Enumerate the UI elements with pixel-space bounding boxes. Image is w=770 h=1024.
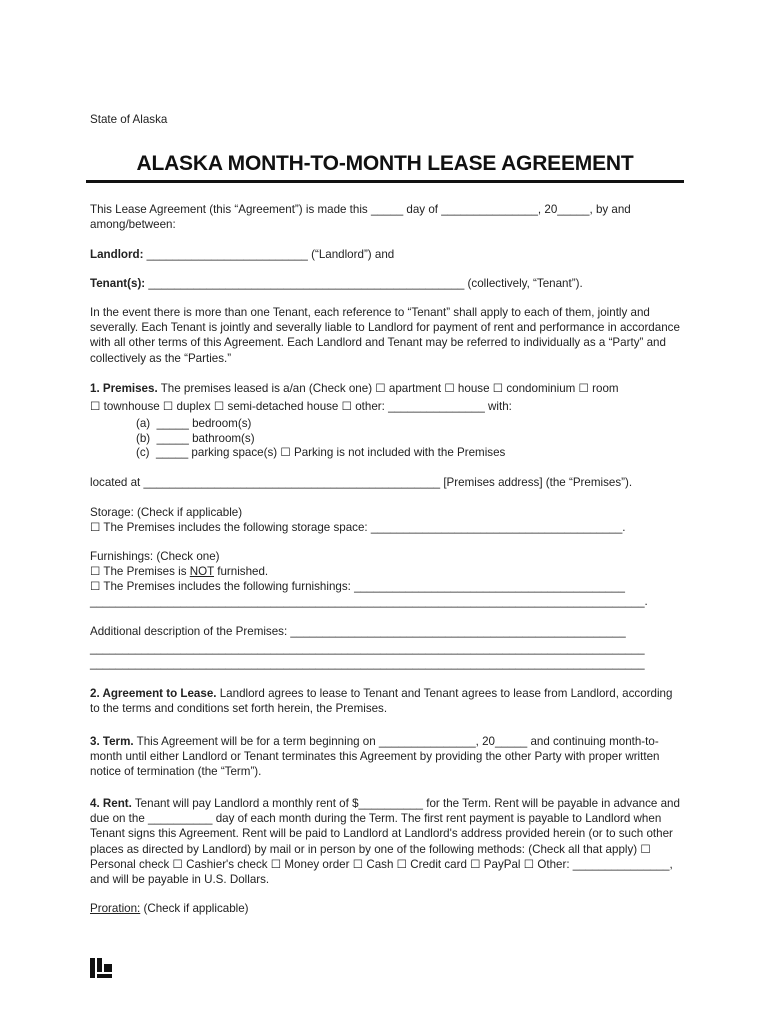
additional-description-line: Additional description of the Premises: ____________________________________________________ [90,625,626,638]
premises-address-line: located at ______________________________________________ [Premises address] (the “Premises”). [90,476,633,489]
not-furnished-line [90,564,268,579]
term-paragraph [90,734,680,780]
additional-blank-line-2: ______________________________________________________________________________________ [90,657,645,670]
furnishings-blank-line: ______________________________________________________________________________________. [90,595,648,608]
rent-text: Tenant will pay Landlord a monthly rent of $__________ for the Term. Rent will be payable in advance and due on the __________ day of each month during the Term. The first rent payment is payable to Landlord when Tenant signs this Agreement. Rent will be paid to Landlord at Landlord's address provided herein (or to such other places as directed by Landlord) by mail or in person by one of the following methods: (Check all that apply) ☐ Personal check ☐ Cashier's check ☐ Money order ☐ Cash ☐ Credit card ☐ PayPal ☐ Other: _______________, and will be payable in U.S. Dollars. [90,797,684,887]
proration-text: (Check if applicable) [140,902,249,915]
furnishings-line: ☐ The Premises includes the following furnishings: __________________________________________ [90,580,625,593]
furnishings-heading: Furnishings: (Check one) [90,550,220,563]
landlord-label: Landlord: [90,248,144,261]
premises-line-1 [90,381,619,396]
proration-line [90,901,249,916]
tenant-label: Tenant(s): [90,277,146,290]
additional-blank-line-1: ______________________________________________________________________________________ [90,642,645,655]
premises-item-bedrooms: (a) _____ bedroom(s) [136,417,252,430]
tenant-line [90,276,583,291]
premises-heading: 1. Premises. [90,382,158,395]
premises-line-2: ☐ townhouse ☐ duplex ☐ semi-detached house ☐ other: _______________ with: [90,400,512,413]
intro-paragraph: This Lease Agreement (this “Agreement”) is made this _____ day of _______________, 20_____, by and among/between: [90,203,634,232]
term-text: This Agreement will be for a term beginning on _______________, 20_____ and continuing month-to-month until either Landlord or Tenant terminates this Agreement by providing the other Party with proper written notice of termination (the “Term”). [90,735,663,779]
storage-line: ☐ The Premises includes the following storage space: _______________________________________. [90,521,626,534]
premises-item-parking: (c) _____ parking space(s) ☐ Parking is not included with the Premises [136,446,506,459]
not-furnished-emphasis: NOT [189,565,215,578]
not-furnished-pre: ☐ The Premises is [90,565,190,578]
term-heading: 3. Term. [90,735,134,748]
document-logo-icon [90,958,112,978]
tenant-text: _________________________________________________ (collectively, “Tenant”). [145,277,583,290]
agreement-to-lease-paragraph [90,686,680,716]
landlord-line [90,247,394,262]
agreement-heading: 2. Agreement to Lease. [90,687,217,700]
landlord-text: _________________________ (“Landlord”) and [143,248,395,261]
agreement-text: Landlord agrees to lease to Tenant and Tenant agrees to lease from Landlord, according to the terms and conditions set forth herein, the Premises. [90,687,676,716]
rent-heading: 4. Rent. [90,797,132,810]
not-furnished-post: furnished. [214,565,269,578]
proration-label: Proration: [90,902,141,915]
premises-item-bathrooms: (b) _____ bathroom(s) [136,432,255,445]
state-label: State of Alaska [90,113,168,126]
storage-heading: Storage: (Check if applicable) [90,506,243,519]
document-title: ALASKA MONTH-TO-MONTH LEASE AGREEMENT [136,152,634,175]
joint-liability-paragraph: In the event there is more than one Tenant, each reference to “Tenant” shall apply to each of them, jointly and severally. Each Tenant is jointly and severally liable to Landlord for payment of rent and performance in accordance with all other terms of this Agreement. Each Landlord and Tenant may be referred to individually as a “Party” and collectively as the “Parties.” [90,306,684,365]
title-rule [86,180,684,183]
rent-paragraph [90,796,684,887]
premises-type-options: The premises leased is a/an (Check one) ☐ apartment ☐ house ☐ condominium ☐ room [157,382,619,395]
